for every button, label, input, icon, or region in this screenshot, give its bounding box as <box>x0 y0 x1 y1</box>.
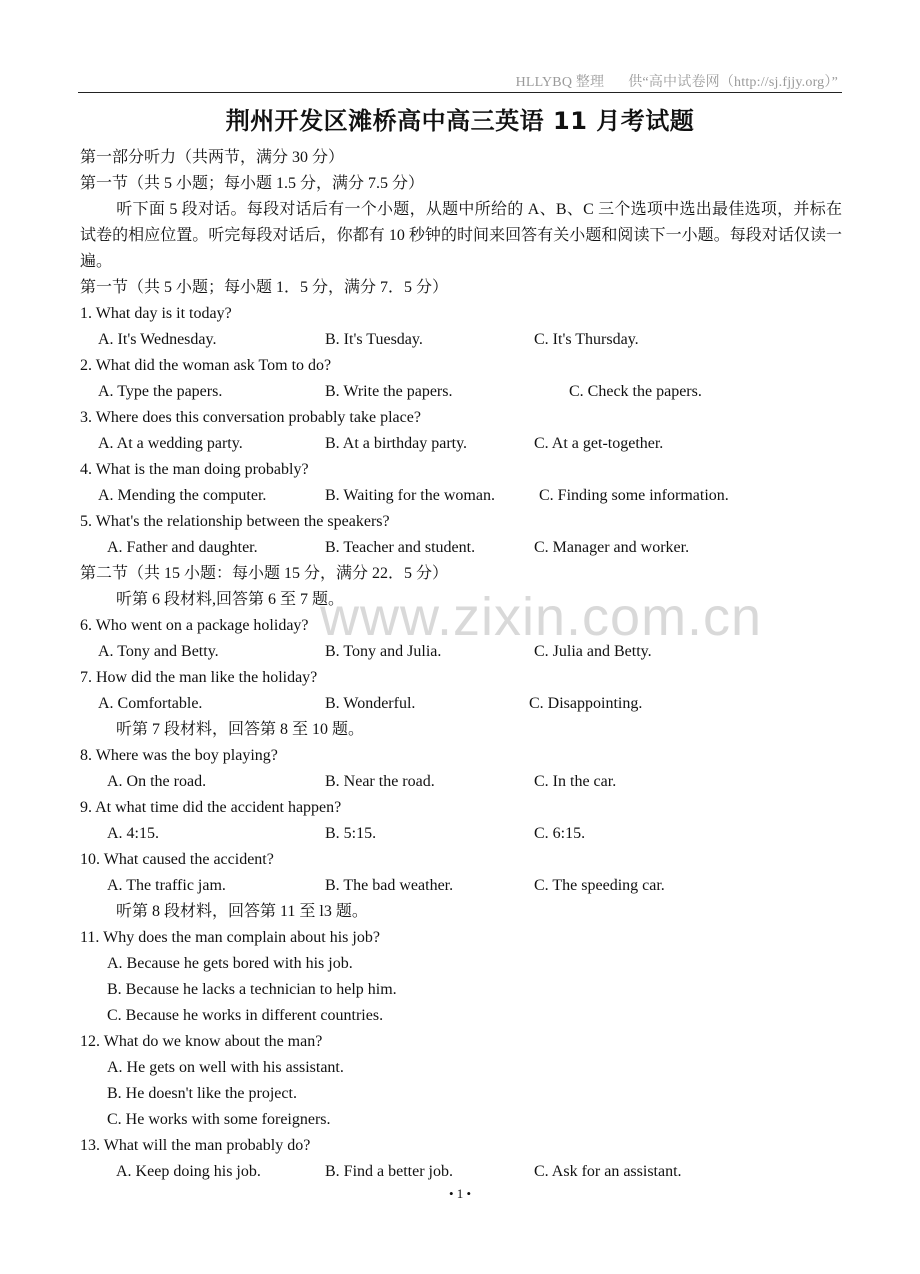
question-9-option-b: B. 5:15. <box>325 825 377 842</box>
question-8-stem: 8. Where was the boy playing? <box>80 747 278 764</box>
question-3-option-a: A. At a wedding party. <box>98 435 243 452</box>
page-number: • 1 • <box>448 1186 472 1201</box>
question-7-stem: 7. How did the man like the holiday? <box>80 669 318 686</box>
question-8-option-c: C. In the car. <box>534 773 617 790</box>
question-3-option-c: C. At a get-together. <box>534 435 664 452</box>
section2-heading: 第二节（共 15 小题：每小题 15 分，满分 22．5 分） <box>80 565 449 582</box>
header-source: 供“高中试卷网（http://sj.fjjy.org）” <box>628 75 838 90</box>
question-9-option-a: A. 4:15. <box>107 825 159 842</box>
question-3-option-b: B. At a birthday party. <box>325 435 468 452</box>
question-8-option-a: A. On the road. <box>107 773 207 790</box>
question-7-option-a: A. Comfortable. <box>98 695 203 712</box>
question-10-option-b: B. The bad weather. <box>325 877 454 894</box>
listening-instructions <box>80 197 842 275</box>
question-2-option-b: B. Write the papers. <box>325 383 453 400</box>
question-1-option-b: B. It's Tuesday. <box>325 331 423 348</box>
question-12-option-c: C. He works with some foreigners. <box>107 1111 331 1128</box>
section1-heading-repeat: 第一节（共 5 小题；每小题 1．5 分，满分 7．5 分） <box>80 279 449 296</box>
question-9-option-c: C. 6:15. <box>534 825 586 842</box>
question-11-option-a: A. Because he gets bored with his job. <box>107 955 353 972</box>
question-13-option-b: B. Find a better job. <box>325 1163 453 1180</box>
question-7-option-c: C. Disappointing. <box>529 695 643 712</box>
header-source-line <box>516 71 838 91</box>
section1-heading: 第一节（共 5 小题；每小题 1.5 分，满分 7.5 分） <box>80 175 425 192</box>
question-1-option-c: C. It's Thursday. <box>534 331 639 348</box>
question-11-option-c: C. Because he works in different countries. <box>107 1007 384 1024</box>
question-9-stem: 9. At what time did the accident happen? <box>80 799 342 816</box>
question-4-option-a: A. Mending the computer. <box>98 487 267 504</box>
question-7-option-b: B. Wonderful. <box>325 695 416 712</box>
question-4-stem: 4. What is the man doing probably? <box>80 461 309 478</box>
material-7-note: 听第 7 段材料，回答第 8 至 10 题。 <box>116 721 365 738</box>
question-13-option-c: C. Ask for an assistant. <box>534 1163 682 1180</box>
question-5-option-a: A. Father and daughter. <box>107 539 258 556</box>
question-1-option-a: A. It's Wednesday. <box>98 331 217 348</box>
question-4-option-b: B. Waiting for the woman. <box>325 487 495 504</box>
question-10-option-c: C. The speeding car. <box>534 877 665 894</box>
page-title: 荆州开发区滩桥高中高三英语 11 月考试题 <box>225 107 695 135</box>
question-1-stem: 1. What day is it today? <box>80 305 232 322</box>
question-12-option-a: A. He gets on well with his assistant. <box>107 1059 344 1076</box>
material-6-note: 听第 6 段材料,回答第 6 至 7 题。 <box>116 591 345 608</box>
question-6-option-c: C. Julia and Betty. <box>534 643 652 660</box>
question-12-option-b: B. He doesn't like the project. <box>107 1085 297 1102</box>
part1-heading: 第一部分听力（共两节，满分 30 分） <box>80 149 345 166</box>
question-6-option-a: A. Tony and Betty. <box>98 643 219 660</box>
instructions-text: 听下面 5 段对话。每段对话后有一个小题，从题中所给的 A、B、C 三个选项中选出最佳选项，并标在试卷的相应位置。听完每段对话后，你都有 10 秒钟的时间来回答有关小题和阅读下一小题。每段对话仅读一遍。 <box>80 201 842 270</box>
header-divider <box>78 92 842 93</box>
question-5-option-c: C. Manager and worker. <box>534 539 690 556</box>
question-12-stem: 12. What do we know about the man? <box>80 1033 323 1050</box>
question-2-stem: 2. What did the woman ask Tom to do? <box>80 357 332 374</box>
material-8-note: 听第 8 段材料，回答第 11 至 l3 题。 <box>116 903 368 920</box>
question-10-option-a: A. The traffic jam. <box>107 877 226 894</box>
question-13-stem: 13. What will the man probably do? <box>80 1137 311 1154</box>
question-11-stem: 11. Why does the man complain about his job? <box>80 929 380 946</box>
question-8-option-b: B. Near the road. <box>325 773 435 790</box>
watermark: www.zixin.com.cn <box>320 587 763 647</box>
question-2-option-a: A. Type the papers. <box>98 383 223 400</box>
question-11-option-b: B. Because he lacks a technician to help him. <box>107 981 397 998</box>
header-organizer: HLLYBQ 整理 <box>515 75 605 90</box>
question-4-option-c: C. Finding some information. <box>539 487 729 504</box>
question-13-option-a: A. Keep doing his job. <box>116 1163 261 1180</box>
question-3-stem: 3. Where does this conversation probably take place? <box>80 409 421 426</box>
question-6-stem: 6. Who went on a package holiday? <box>80 617 309 634</box>
question-2-option-c: C. Check the papers. <box>569 383 702 400</box>
question-10-stem: 10. What caused the accident? <box>80 851 274 868</box>
question-5-stem: 5. What's the relationship between the speakers? <box>80 513 390 530</box>
question-6-option-b: B. Tony and Julia. <box>325 643 442 660</box>
question-5-option-b: B. Teacher and student. <box>325 539 476 556</box>
